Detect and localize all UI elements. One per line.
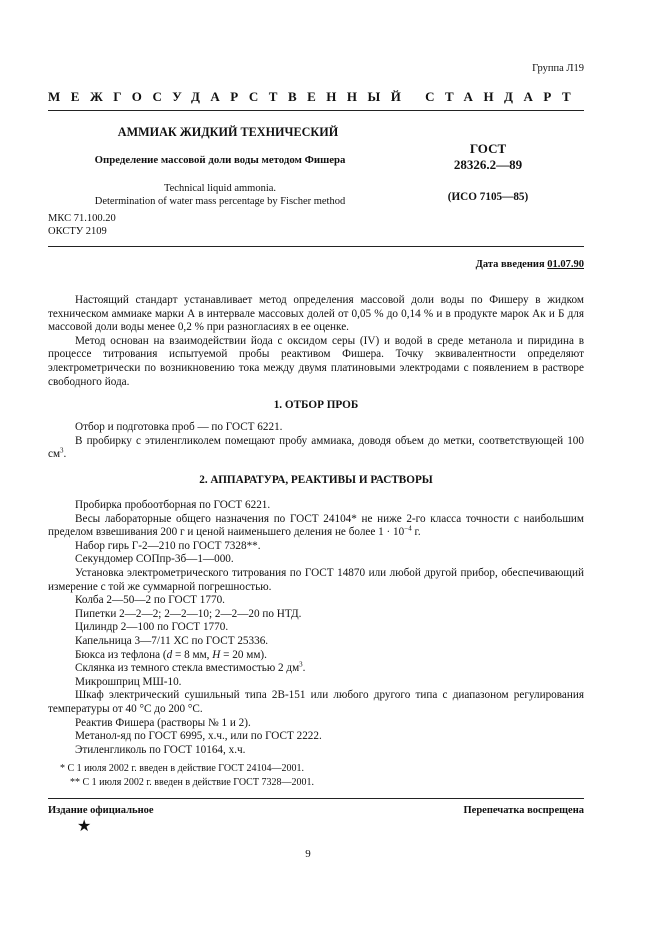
intro-text	[48, 294, 584, 389]
section-1-paragraph: Отбор и подготовка проб — по ГОСТ 6221.	[75, 421, 283, 433]
equipment-item: Пробирка пробоотборная по ГОСТ 6221.	[75, 499, 271, 511]
equipment-item: Колба 2—50—2 по ГОСТ 1770.	[75, 594, 225, 607]
equipment-item: Секундомер СОПпр-3б—1—000.	[75, 553, 234, 566]
equipment-item: Весы лабораторные общего назначения по ГОСТ 24104* не ниже 2-го класса точности с наибольшим пределом взвешивания 200 г и ценой наименьшего деления не более $1 \cdot 10^{-4}$ г.	[48, 512, 584, 539]
section-1-paragraph: В пробирку с этиленгликолем помещают пробу аммиака, доводя объем до метки, соответствующей 100 $см^3$.	[48, 434, 584, 461]
okstu-code: ОКСТУ 2109	[48, 225, 107, 237]
english-title-line1: Technical liquid ammonia.	[163, 183, 277, 194]
reprint-prohibited-label: Перепечатка воспрещена	[463, 805, 584, 816]
footnote: * С 1 июля 2002 г. введен в действие ГОСТ 24104—2001.	[60, 763, 304, 774]
header-divider	[48, 110, 584, 111]
equipment-item: Капельница 3—7/11 ХС по ГОСТ 25336.	[75, 634, 269, 647]
english-title-line2: Determination of water mass percentage by Fischer method	[94, 195, 346, 207]
iso-reference: (ИСО 7105—85)	[447, 191, 529, 203]
document-title: АММИАК ЖИДКИЙ ТЕХНИЧЕСКИЙ	[117, 125, 339, 139]
introduction-date	[476, 258, 584, 272]
section-2-heading: 2. АППАРАТУРА, РЕАКТИВЫ И РАСТВОРЫ	[199, 474, 433, 486]
standard-banner: МЕЖГОСУДАРСТВЕННЫЙ СТАНДАРТ	[48, 89, 582, 104]
gost-designation	[443, 141, 533, 173]
intro-paragraph: Настоящий стандарт устанавливает метод определения массовой доли воды по Фишеру в жидком техническом аммиаке марки А в интервале массовых долей от 0,05 % до 0,14 % и в продукте марок Ак и Б для массовой доли воды менее 0,2 % при разногласиях в ее оценке.	[48, 294, 584, 334]
gost-number: 28326.2—89	[453, 157, 523, 172]
official-edition-label: Издание официальное	[48, 805, 154, 816]
equipment-item: Метанол-яд по ГОСТ 6995, х.ч., или по ГОСТ 2222.	[75, 730, 322, 743]
footnote: ** С 1 июля 2002 г. введен в действие ГОСТ 7328—2001.	[70, 777, 314, 788]
equipment-item: Пипетки 2—2—2; 2—2—10; 2—2—20 по НТД.	[75, 607, 302, 620]
introduction-date-label: Дата введения	[475, 259, 548, 270]
footer-divider	[48, 798, 584, 799]
equipment-item: Установка электрометрического титрования по ГОСТ 14870 или любой другой прибор, обеспечивающий измерение с той же суммарной погрешностью.	[48, 566, 584, 593]
equipment-item: Реактив Фишера (растворы № 1 и 2).	[75, 716, 251, 729]
equipment-item: Набор гирь Г-2—210 по ГОСТ 7328**.	[75, 539, 261, 552]
classification-codes	[48, 213, 116, 238]
section-2-list	[48, 499, 584, 757]
intro-paragraph: Метод основан на взаимодействии йода с оксидом серы (IV) и водой в среде метанола и пиридина в процессе титрования испытуемой пробы реактивом Фишера. Точку эквивалентности определяют электрометрически по возникновению тока между двумя платиновыми электродами с появлением в растворе свободного йода.	[48, 334, 584, 388]
equipment-item: Микрошприц МШ-10.	[75, 675, 182, 688]
introduction-date-value: 01.07.90	[547, 259, 584, 270]
english-title	[0, 183, 440, 208]
star-icon: ★	[77, 818, 92, 835]
group-label: Группа Л19	[532, 63, 584, 74]
equipment-item: Склянка из темного стекла вместимостью 2 $дм^3$.	[75, 660, 306, 675]
document-subtitle: Определение массовой доли воды методом Фишера	[94, 154, 346, 166]
section-1-heading: 1. ОТБОР ПРОБ	[273, 399, 359, 411]
equipment-item: Шкаф электрический сушильный типа 2В-151 или любого другого типа с диапазоном регулирования температуры от 40 °С до 200 °С.	[48, 689, 584, 715]
equipment-item: Цилиндр 2—100 по ГОСТ 1770.	[75, 621, 229, 634]
mks-code: МКС 71.100.20	[48, 213, 116, 224]
section-1-text	[48, 421, 584, 462]
gost-label: ГОСТ	[469, 141, 507, 156]
footnotes	[48, 762, 314, 790]
page-number: 9	[305, 848, 311, 860]
equipment-item: Бюкса из тефлона (d = 8 мм, H = 20 мм).	[75, 648, 267, 661]
title-divider	[48, 246, 584, 247]
equipment-item: Этиленгликоль по ГОСТ 10164, х.ч.	[75, 743, 246, 756]
